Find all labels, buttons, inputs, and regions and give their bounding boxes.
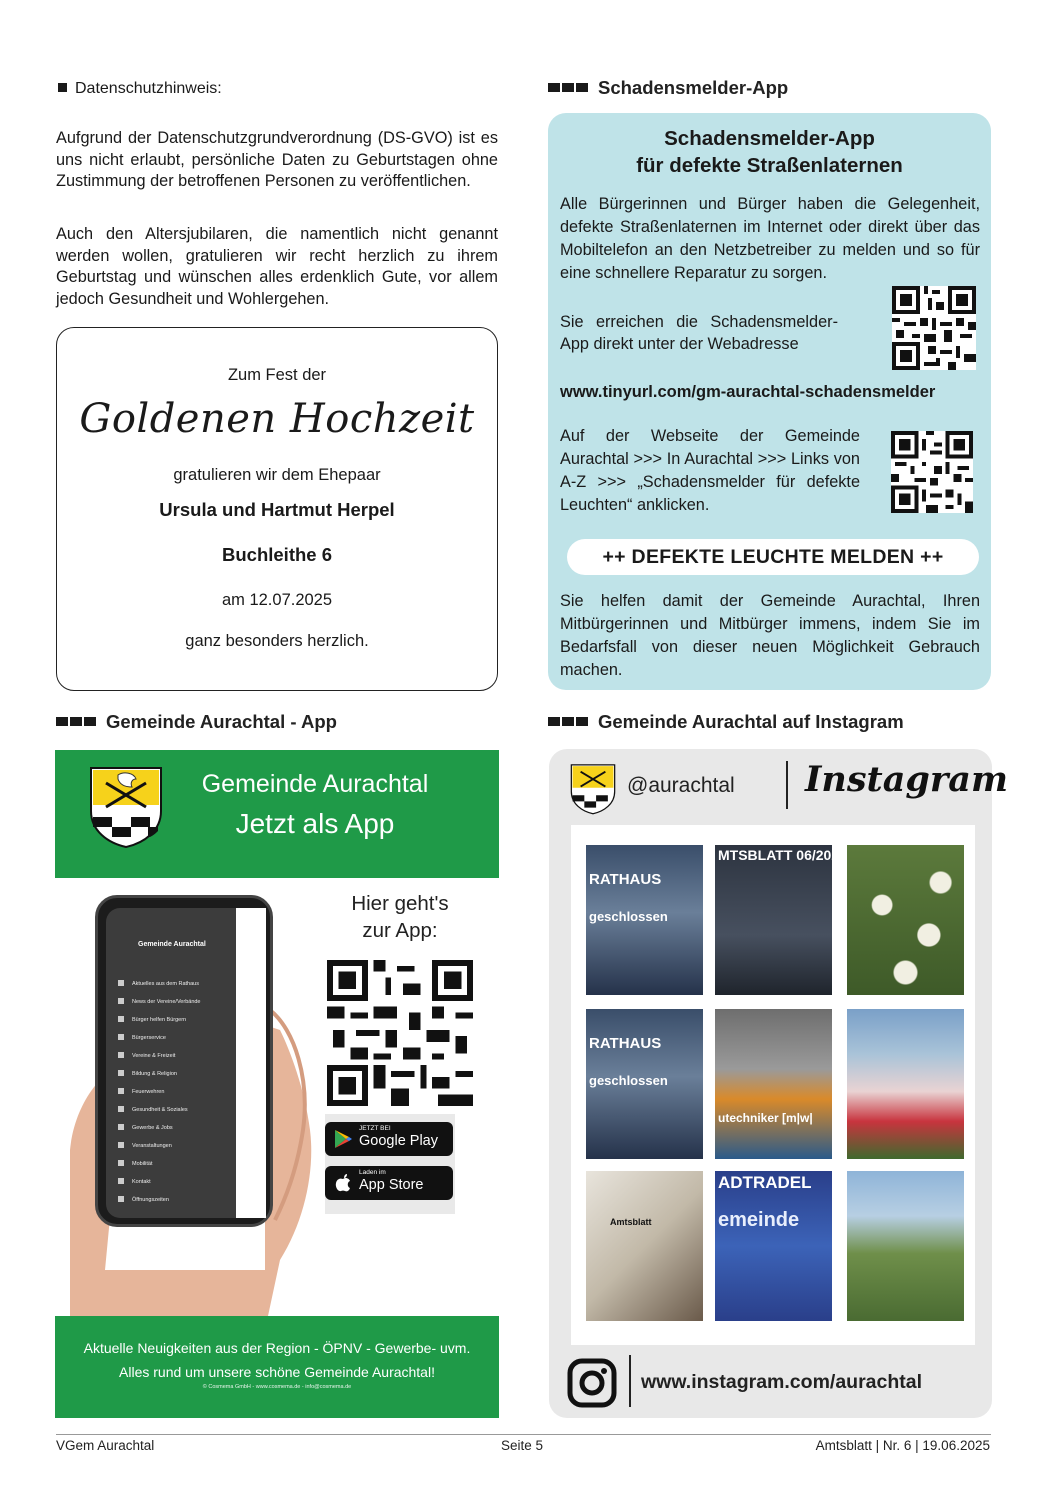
qr-code-icon[interactable] [891, 431, 973, 513]
google-play-button[interactable]: JETZT BEI Google Play [325, 1122, 453, 1156]
congrat-names: Ursula und Hartmut Herpel [159, 499, 395, 520]
phone-screen-title: Gemeinde Aurachtal [138, 941, 206, 948]
google-play-icon [333, 1129, 353, 1149]
footer-divider [56, 1434, 991, 1435]
bullet-square-icon [58, 83, 67, 92]
qr-code-icon[interactable] [891, 286, 977, 370]
schaden-title: Schadensmelder-App [664, 127, 875, 150]
app-footer-text-1: Aktuelle Neuigkeiten aus der Region - ÖPNV - Gewerbe- uvm. [83, 1340, 471, 1356]
instagram-post[interactable]: RATHAUS geschlossen [586, 1009, 703, 1159]
congrat-intro: Zum Fest der [227, 366, 327, 384]
schaden-paragraph-2: Sie erreichen die Schadensmelder-App direkt unter der Webadresse [560, 313, 838, 353]
divider [629, 1355, 631, 1407]
phone-menu-item: Gesundheit & Soziales [118, 1106, 188, 1113]
instagram-post-grid [571, 825, 975, 1345]
instagram-icon[interactable] [567, 1359, 617, 1407]
phone-menu-item: Bürgerservice [118, 1034, 166, 1041]
instagram-wordmark: Instagram [805, 759, 1008, 800]
phone-screen [106, 908, 266, 1218]
phone-menu-item: Feuerwehren [118, 1088, 164, 1095]
app-panel [55, 750, 499, 1418]
footer-issue: Amtsblatt | Nr. 6 | 19.06.2025 [815, 1438, 990, 1453]
instagram-post[interactable] [847, 1171, 964, 1321]
app-title: Gemeinde Aurachtal [201, 770, 429, 798]
instagram-post[interactable]: RATHAUS geschlossen [586, 845, 703, 995]
schaden-paragraph-3: Auf der Webseite der Gemeinde Aurachtal >>> In Aurachtal >>> Links von A-Z >>> „Schadensmelder für defekte Leuchten“ anklicken. [560, 427, 860, 514]
datenschutz-paragraph-2: Auch den Altersjubilaren, die namentlich nicht genannt werden wollen, gratulieren wir recht herzlich zu ihrem Geburtstag und wünschen alles erdenklich Gute, vor allem jedoch Gesundheit und Wohlergehen. [56, 225, 498, 308]
phone-menu-item: Öffnungszeiten [118, 1196, 169, 1203]
instagram-post[interactable]: utechniker [m|w| [715, 1009, 832, 1159]
footer-page-number: Seite 5 [501, 1438, 544, 1453]
app-qr-caption-1: Hier geht's [351, 892, 449, 915]
phone-menu-item: Mobilität [118, 1160, 152, 1167]
section-heading-instagram: Gemeinde Aurachtal auf Instagram [548, 709, 904, 733]
phone-menu-item: News der Vereine/Verbände [118, 998, 201, 1005]
instagram-post[interactable] [847, 1009, 964, 1159]
app-store-button[interactable]: Laden im App Store [325, 1166, 453, 1200]
bullet-squares-icon [548, 709, 590, 731]
phone-menu-item: Aktuelles aus dem Rathaus [118, 980, 199, 987]
section-heading-schadensmelder: Schadensmelder-App [548, 75, 788, 99]
footer-publisher: VGem Aurachtal [56, 1438, 155, 1453]
congrat-date: am 12.07.2025 [221, 591, 333, 609]
section-heading-app: Gemeinde Aurachtal - App [56, 709, 337, 733]
phone-menu-item: Kontakt [118, 1178, 151, 1185]
app-subtitle: Jetzt als App [235, 808, 395, 839]
congratulation-box [56, 327, 498, 691]
bullet-squares-icon [56, 709, 98, 731]
coat-of-arms-icon [569, 763, 617, 815]
phone-menu-item: Gewerbe & Jobs [118, 1124, 173, 1131]
schaden-paragraph-1: Alle Bürgerinnen und Bürger haben die Gelegenheit, defekte Straßenlaternen im Internet oder direkt über das Mobiltelefon an den Netzbetreiber zu melden und so für eine schnellere Reparatur zu sorgen. [560, 195, 980, 282]
app-footer-text-2: Alles rund um unsere schöne Gemeinde Aurachtal! [119, 1364, 435, 1380]
app-qr-caption-2: zur App: [362, 919, 438, 942]
phone-menu-item: Bildung & Religion [118, 1070, 177, 1077]
coat-of-arms-icon [88, 765, 164, 849]
instagram-post[interactable] [847, 845, 964, 995]
instagram-post[interactable]: MTSBLATT 06/2025 [715, 845, 832, 995]
app-footer-credits: © Cosmema GmbH - www.cosmema.de - info@cosmema.de [202, 1384, 352, 1390]
schaden-paragraph-4: Sie helfen damit der Gemeinde Aurachtal, Ihren Mitbürgerinnen und Mitbürger immens, indem Sie im Bedarfsfall von dieser neuen Möglichkeit Gebrauch machen. [560, 592, 980, 679]
congrat-closing: ganz besonders herzlich. [185, 632, 369, 650]
defekte-leuchte-melden-button[interactable]: ++ DEFEKTE LEUCHTE MELDEN ++ [567, 539, 979, 575]
schaden-subtitle: für defekte Straßenlaternen [636, 154, 903, 177]
instagram-url-link[interactable]: www.instagram.com/aurachtal [641, 1371, 923, 1393]
instagram-post[interactable]: Amtsblatt [586, 1171, 703, 1321]
congrat-occasion: Goldenen Hochzeit [79, 396, 475, 442]
schadensmelder-url-link[interactable]: www.tinyurl.com/gm-aurachtal-schadensmelder [560, 383, 936, 401]
divider [786, 761, 788, 809]
congrat-address: Buchleithe 6 [222, 544, 332, 565]
phone-mockup [95, 895, 273, 1227]
datenschutz-paragraph-1: Aufgrund der Datenschutzgrundverordnung (DS-GVO) ist es uns nicht erlaubt, persönliche Daten zu Geburtstagen ohne Zustimmung der betroffenen Personen zu veröffentlichen. [56, 129, 498, 190]
congrat-text: gratulieren wir dem Ehepaar [173, 466, 381, 484]
datenschutz-heading: Datenschutzhinweis: [58, 80, 222, 98]
instagram-panel [549, 749, 1008, 1418]
schadensmelder-panel [548, 113, 991, 690]
phone-menu-item: Vereine & Freizeit [118, 1052, 175, 1059]
instagram-handle[interactable]: @aurachtal [627, 774, 735, 797]
apple-icon [333, 1173, 353, 1193]
bullet-squares-icon [548, 75, 590, 97]
phone-menu-item: Bürger helfen Bürgern [118, 1016, 186, 1023]
qr-code-icon[interactable] [325, 960, 475, 1106]
phone-menu-item: Veranstaltungen [118, 1142, 172, 1149]
instagram-post[interactable]: ADTRADEL emeinde [715, 1171, 832, 1321]
